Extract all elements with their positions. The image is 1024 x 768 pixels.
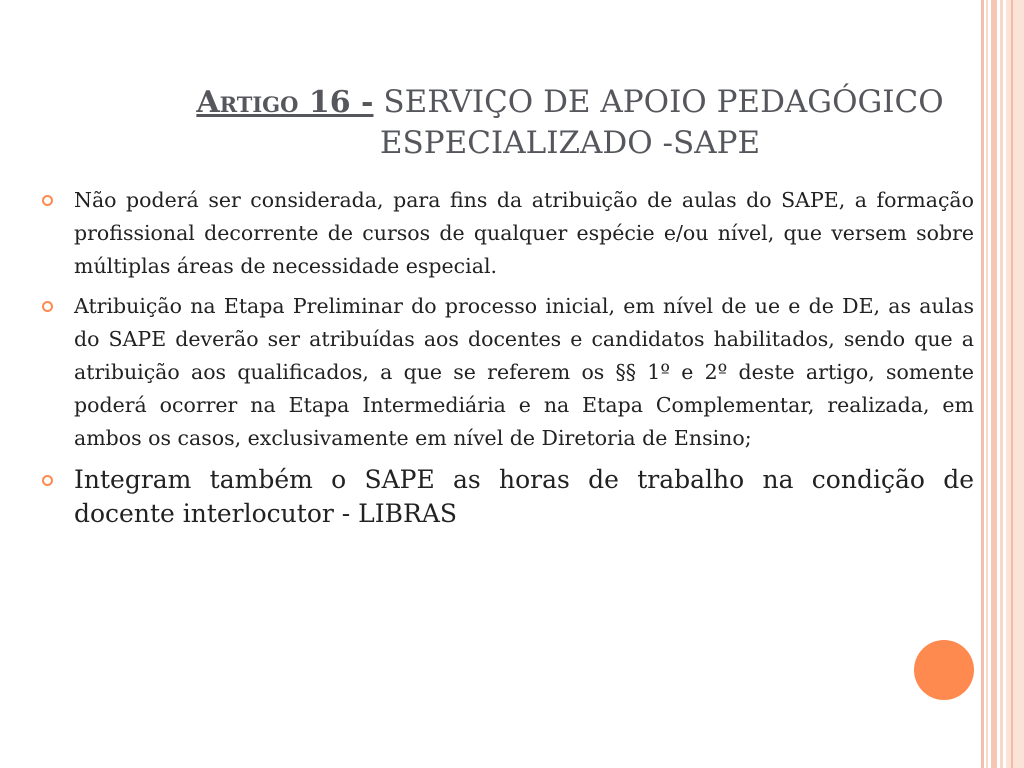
bullet-list: [42, 184, 974, 531]
decorative-stripe: [986, 0, 988, 768]
title-text: SERVIÇO DE APOIO PEDAGÓGICO ESPECIALIZADO -SAPE: [379, 84, 944, 161]
decorative-orange-circle: [914, 640, 974, 700]
title-article-prefix: Artigo 16 -: [196, 85, 374, 120]
bullet-item-2: [42, 290, 974, 455]
decorative-stripe: [1000, 0, 1003, 768]
decorative-stripe: [991, 0, 997, 768]
bullet-item-1: [42, 184, 974, 283]
bullet-text: Não poderá ser considerada, para fins da atribuição de aulas do SAPE, a formação profissional decorrente de cursos de qualquer espécie e/ou nível, que versem sobre múltiplas áreas de necessidade especial.: [74, 188, 974, 278]
bullet-item-3: [42, 463, 974, 531]
slide-title: [180, 82, 960, 164]
bullet-text: Atribuição na Etapa Preliminar do processo inicial, em nível de ue e de DE, as aulas do SAPE deverão ser atribuídas aos docentes e candidatos habilitados, sendo que a atribuição aos qualificados, a que se referem os §§ 1º e 2º deste artigo, somente poderá ocorrer na Etapa Intermediária e na Etapa Complementar, realizada, em ambos os casos, exclusivamente em nível de Diretoria de Ensino;: [74, 294, 974, 450]
bullet-text: Integram também o SAPE as horas de trabalho na condição de docente interlocutor - LIBRAS: [74, 465, 974, 528]
bullet-circle-icon: [42, 475, 53, 486]
decorative-stripe: [1011, 0, 1013, 768]
bullet-circle-icon: [42, 301, 53, 312]
bullet-circle-icon: [42, 195, 53, 206]
decorative-stripe: [1006, 0, 1024, 768]
decorative-stripe: [981, 0, 984, 768]
